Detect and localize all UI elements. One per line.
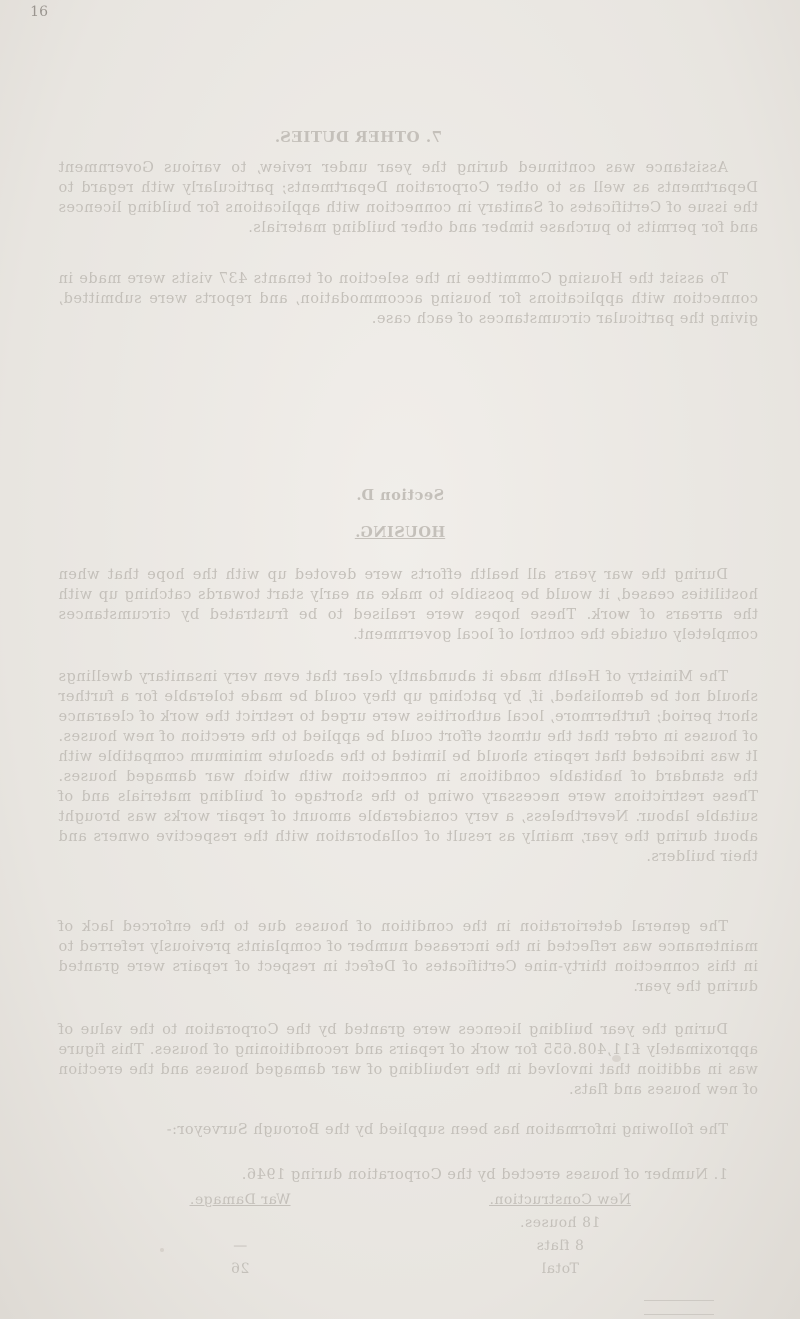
show-through-table: [90, 1192, 710, 1284]
show-through-paragraph-7: The following information has been supplied by the Borough Surveyor:-: [166, 1122, 728, 1138]
table-cell: —: [232, 1238, 248, 1254]
paper-blemish: [160, 1248, 164, 1252]
table-header-row: [90, 1192, 710, 1215]
show-through-paragraph-6: During the year building licences were granted by the Corporation to the value of approximately £11,408.655 for work of repairs and reconditioning of houses. This figure was in addition that involved in the rebuilding of war damaged houses and the erection of new houses and flats.: [58, 1022, 758, 1098]
show-through-paragraph-1: Assistance was continued during the year under review, to various Government Departments as well as to other Corporation Departments; particularly with regard to the issue of Certificates of Sanitary in connection with applications for building licences and for permits to purchase timber and other building materials.: [58, 160, 758, 236]
show-through-paragraph-4: The Ministry of Health made it abundantly clear that even very insanitary dwellings should not be demolished, if, by patching up they could be made tolerable for a further short period; furthermore, local authorities were urged to restrict the work of clearance of houses in order that the utmost effort could be applied to the erection of new houses. It was indicated that repairs should be limited to the absolute minimum compatible with the standard of habitable conditions in connection with which war damaged houses. These restrictions were necessary owing to the shortage of building materials and of suitable labour. Nevertheless, a very considerable amount of repair works was brought about during the year, mainly as result of collaboration with the respective owners and their builders.: [58, 669, 758, 865]
table-rule: [644, 1314, 714, 1315]
table-cell: 18 houses.: [519, 1215, 601, 1231]
table-header-cell: War Damage.: [189, 1192, 291, 1208]
show-through-heading: 7. OTHER DUTIES.: [274, 128, 442, 146]
paper-blemish: [612, 1055, 621, 1062]
table-cell: 8 flats: [536, 1238, 584, 1254]
table-row: [90, 1215, 710, 1238]
show-through-paragraph-8: 1. Number of houses erected by the Corporation during 1946.: [241, 1167, 728, 1183]
table-cell: [90, 1215, 390, 1238]
table-cell: 26: [230, 1261, 250, 1277]
page-number: 16: [30, 4, 48, 20]
show-through-paragraph-2: To assist the Housing Committee in the selection of tenants 437 visits were made in connection with applications for housing accommodation, and reports were submitted, giving the particular circumstances of each case.: [58, 271, 758, 327]
table-row: [90, 1261, 710, 1284]
table-cell: Total: [541, 1261, 579, 1277]
paper-blemish: [618, 612, 623, 617]
table-rule: [644, 1300, 714, 1301]
show-through-paragraph-3: During the war years all health efforts were devoted up with the hope that when hostilities ceased, it would be possible to make an early start towards catching up with the arrears of work. These hopes were realised to be frustrated by circumstances completely outside the control of local government.: [58, 567, 758, 643]
table-row: [90, 1238, 710, 1261]
show-through-section-title: Section D.: [355, 487, 445, 504]
table-header-cell: New Construction.: [489, 1192, 631, 1208]
show-through-paragraph-5: The general deterioration in the condition of houses due to the enforced lack of maintenance was reflected in the increased number of complaints previously referred to in this connection thirty-nine Certificates of Defect in respect of repairs were granted during the year.: [58, 919, 758, 995]
show-through-subheading: HOUSING.: [354, 524, 446, 541]
